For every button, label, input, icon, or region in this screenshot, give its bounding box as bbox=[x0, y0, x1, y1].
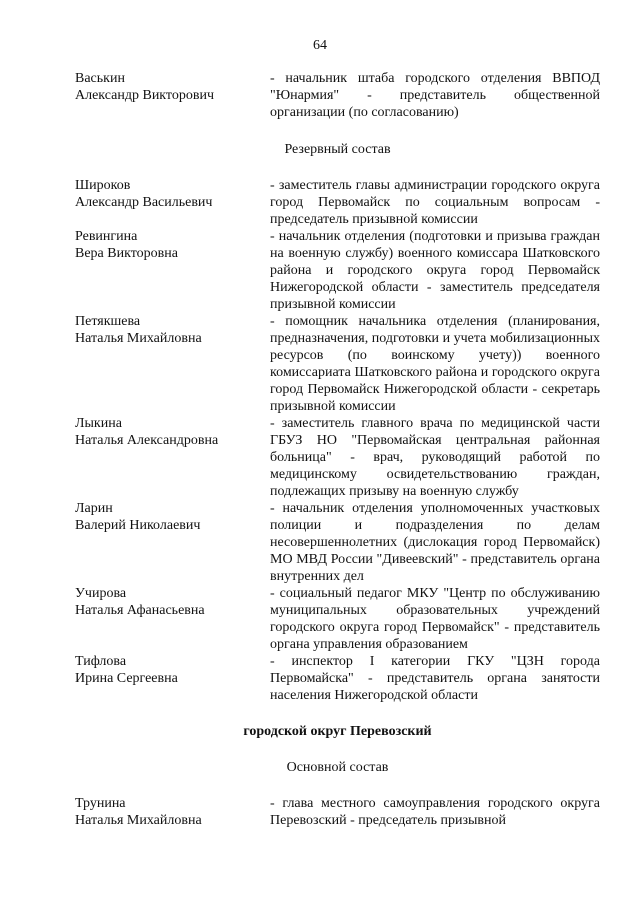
member-role: - глава местного самоуправления городского округа Перевозский - председатель призывной bbox=[270, 796, 600, 828]
member-entry bbox=[75, 415, 600, 500]
member-role: - начальник штаба городского отделения ВВПОД "Юнармия" - представитель общественной организации (по согласованию) bbox=[270, 71, 600, 120]
member-role: - начальник отделения уполномоченных участковых полиции и подразделения по делам несовершеннолетних (дислокация город Первомайск) МО МВД России "Дивеевский" - представитель органа внутренних дел bbox=[270, 501, 600, 584]
member-surname: Широков bbox=[75, 178, 131, 193]
member-entry bbox=[75, 500, 600, 585]
member-role: - помощник начальника отделения (планирования, предназначения, подготовки и учета мобилизационных ресурсов (по воинскому учету)) военного комиссариата Шатковского района и городского округа город Первомайск Нижегородской области - секретарь призывной комиссии bbox=[270, 314, 600, 414]
member-entry bbox=[75, 313, 600, 415]
member-role: - заместитель главного врача по медицинской части ГБУЗ НО "Первомайская центральная районная больница" - врач, руководящий работой по медицинскому освидетельствованию граждан, подлежащих призыву на военную службу bbox=[270, 416, 600, 499]
member-surname: Петякшева bbox=[75, 314, 141, 329]
commission-list bbox=[75, 70, 600, 829]
page-number: 64 bbox=[313, 38, 327, 53]
member-entry bbox=[75, 795, 600, 829]
member-given-names: Наталья Афанасьевна bbox=[75, 603, 205, 618]
member-given-names: Наталья Михайловна bbox=[75, 813, 202, 828]
member-name bbox=[75, 313, 270, 415]
member-name bbox=[75, 415, 270, 500]
member-name bbox=[75, 653, 270, 704]
member-name bbox=[75, 177, 270, 228]
member-name bbox=[75, 795, 270, 829]
member-name bbox=[75, 228, 270, 313]
member-role: - заместитель главы администрации городского округа город Первомайск по социальным вопросам - председатель призывной комиссии bbox=[270, 178, 600, 227]
member-surname: Тифлова bbox=[75, 654, 127, 669]
member-role: - начальник отделения (подготовки и призыва граждан на военную службу) военного комиссара Шатковского района и городского округа город Первомайск Нижегородской области - заместитель председателя призывной комиссии bbox=[270, 229, 600, 312]
member-entry bbox=[75, 177, 600, 228]
member-given-names: Александр Васильевич bbox=[75, 195, 213, 210]
member-given-names: Вера Викторовна bbox=[75, 246, 178, 261]
member-given-names: Валерий Николаевич bbox=[75, 518, 201, 533]
member-given-names: Наталья Александровна bbox=[75, 433, 219, 448]
member-name bbox=[75, 585, 270, 653]
member-name bbox=[75, 500, 270, 585]
member-given-names: Александр Викторович bbox=[75, 88, 215, 103]
member-surname: Васькин bbox=[75, 71, 125, 86]
member-given-names: Наталья Михайловна bbox=[75, 331, 202, 346]
member-name bbox=[75, 70, 270, 121]
member-role: - инспектор I категории ГКУ "ЦЗН города Первомайска" - представитель органа занятости населения Нижегородской области bbox=[270, 654, 600, 703]
member-surname: Учирова bbox=[75, 586, 127, 601]
member-entry bbox=[75, 70, 600, 121]
section-heading-main: Основной состав bbox=[286, 760, 389, 775]
member-surname: Лыкина bbox=[75, 416, 122, 431]
member-given-names: Ирина Сергеевна bbox=[75, 671, 178, 686]
member-role: - социальный педагог МКУ "Центр по обслуживанию муниципальных образовательных учреждений городского округа город Первомайск" - представитель органа управления образованием bbox=[270, 586, 600, 652]
district-heading: городской округ Перевозский bbox=[243, 724, 432, 739]
member-entry bbox=[75, 653, 600, 704]
member-entry bbox=[75, 228, 600, 313]
member-surname: Трунина bbox=[75, 796, 126, 811]
member-surname: Ларин bbox=[75, 501, 113, 516]
member-entry bbox=[75, 585, 600, 653]
member-surname: Ревингина bbox=[75, 229, 138, 244]
section-heading-reserve: Резервный состав bbox=[284, 142, 391, 157]
